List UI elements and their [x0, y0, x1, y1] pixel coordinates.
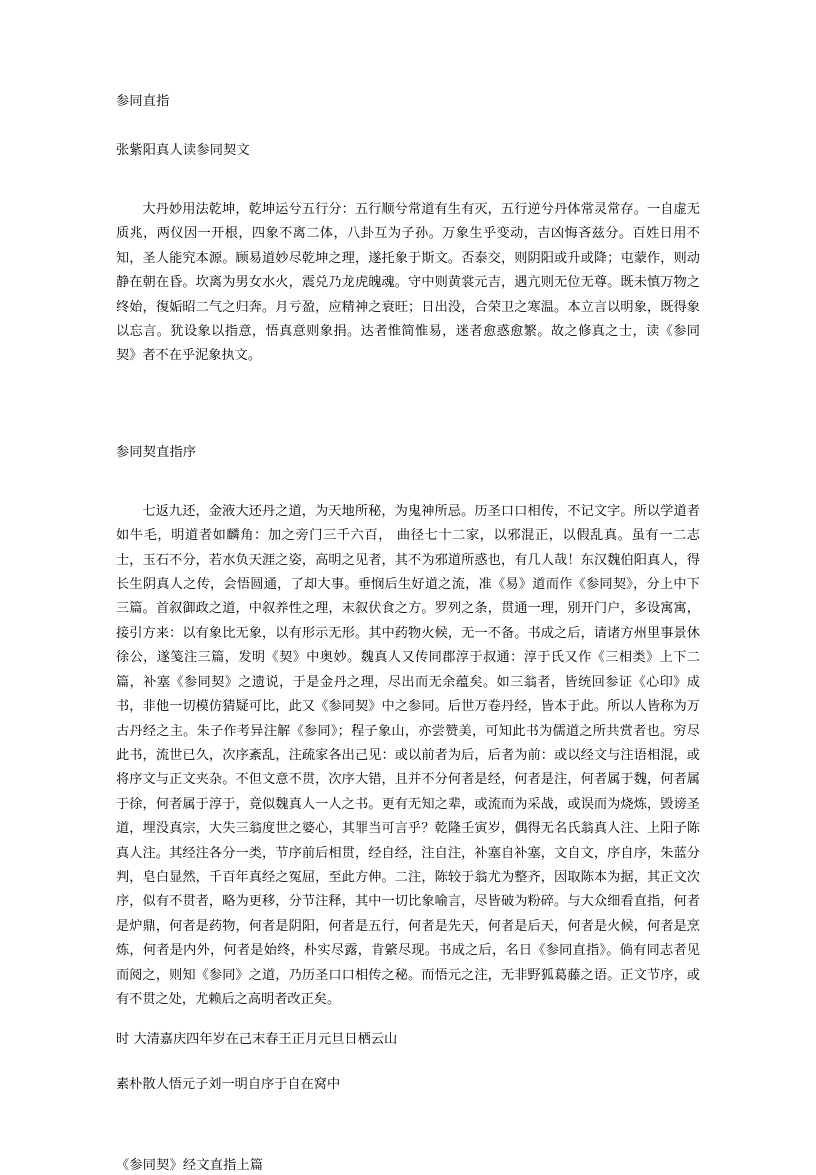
- document-subtitle: 张紫阳真人读参同契文: [116, 143, 250, 158]
- spacer: [116, 1049, 700, 1075]
- document-title: 参同直指: [116, 94, 170, 109]
- spacer: [116, 1012, 700, 1030]
- spacer: [116, 111, 700, 141]
- section-3-heading: 《参同契》经文直指上篇: [116, 1158, 264, 1174]
- section-2-heading: 参同契直指序: [116, 444, 197, 460]
- spacer: [116, 1094, 700, 1156]
- spacer: [116, 160, 700, 198]
- spacer: [116, 369, 700, 443]
- body-paragraph-1: 大丹妙用法乾坤，乾坤运兮五行分：五行顺兮常道有生有灭，五行逆兮丹体常灵常存。一自虚无质兆，两仪因一开根，四象不离二体，八卦互为子孙。万象生乎变动，吉凶悔吝兹分。百姓日用不知，圣人能究本源。顾易道妙尽乾坤之理，遂托象于斯文。否泰交，则阴阳或升或降；屯蒙作，则动静在朝在昏。坎离为男女水火，震兑乃龙虎魄魂。守中则黄裳元吉，遇亢则无位无尊。既未慎万物之终始，復姤昭二气之归奔。月亏盈，应精神之衰旺；日出没，合荣卫之寒温。本立言以明象，既得象以忘言。犹设象以指意，悟真意则象捐。达者惟简惟易，迷者愈惑愈繁。故之修真之士，读《参同契》者不在乎泥象执文。: [116, 202, 700, 364]
- spacer: [116, 462, 700, 500]
- document-content: [116, 92, 700, 1175]
- date-line: 时 大清嘉庆四年岁在己末春王正月元旦日栖云山: [116, 1032, 398, 1048]
- signature-line: 素朴散人悟元子刘一明自序于自在窝中: [116, 1077, 341, 1093]
- body-paragraph-2: 七返九还，金液大还丹之道，为天地所秘，为鬼神所忌。历圣口口相传，不记文字。所以学道者如牛毛，明道者如麟角：加之旁门三千六百， 曲径七十二家，以邪混正，以假乱真。虽有一二志士，玉石不分，若水负天涯之姿，高明之见者，其不为邪道所惑也，有几人哉！东汉魏伯阳真人，得长生阴真人之传，会悟圆通，了却大事。垂悯后生好道之流，准《易》道而作《参同契》，分上中下三篇。首叙御政之道，中叙养性之理，末叙伏食之方。罗列之条，贯通一理，别开门户，多设寓寓，接引方来：以有象比无象，以有形示无形。其中药物火候，无一不备。书成之后，请诸方州里事景休徐公，遂笺注三篇，发明《契》中奥妙。魏真人又传同郡淳于叔通：淳于氏又作《三相类》上下二篇，补塞《参同契》之遗说，于是金丹之理，尽出而无余蕴矣。如三翁者，皆统回参证《心印》成书，非他一切模仿猜疑可比，此又《参同契》中之参同。后世万卷丹经，皆本于此。所以人皆称为万古丹经之主。朱子作考异注解《参同》；程子象山，亦尝赞美，可知此书为儒道之所共赏者也。穷尽此书，流世已久，次序紊乱，注疏家各出己见：或以前者为后，后者为前：或以经文与注语相混，或将序文与正文夹杂。不但文意不贯，次序大错，且并不分何者是经，何者是注，何者属于魏，何者属于徐，何者属于淳于，竟似魏真人一人之书。更有无知之辈，或流而为采战，或误而为烧炼，毁谤圣道，埋没真宗，大失三翁度世之婆心，其罪当可言乎？乾隆壬寅岁，偶得无名氏翁真人注、上阳子陈真人注。其经注各分一类，节序前后相贯，经自经，注自注，补塞自补塞，文自文，序自序，朱蓝分判，皂白显然，千百年真经之冤屈，至此方伸。二注，陈较于翁尤为整齐，因取陈本为据，其正文次序，似有不贯者，略为更移，分节注释，其中一切比象喻言，尽皆破为粉碎。与大众细看直指，何者是炉鼎，何者是药物，何者是阴阳，何者是五行，何者是先天，何者是后天，何者是火候，何者是烹炼，何者是内外，何者是始终，朴实尽露，肯綮尽现。书成之后，名日《参同直指》。倘有同志者见而阅之，则知《参同》之道，乃历圣口口相传之秘。而悟元之注，无非野狐葛藤之语。正文节序，或有不贯之处，尤赖后之高明者改正矣。: [116, 503, 700, 1007]
